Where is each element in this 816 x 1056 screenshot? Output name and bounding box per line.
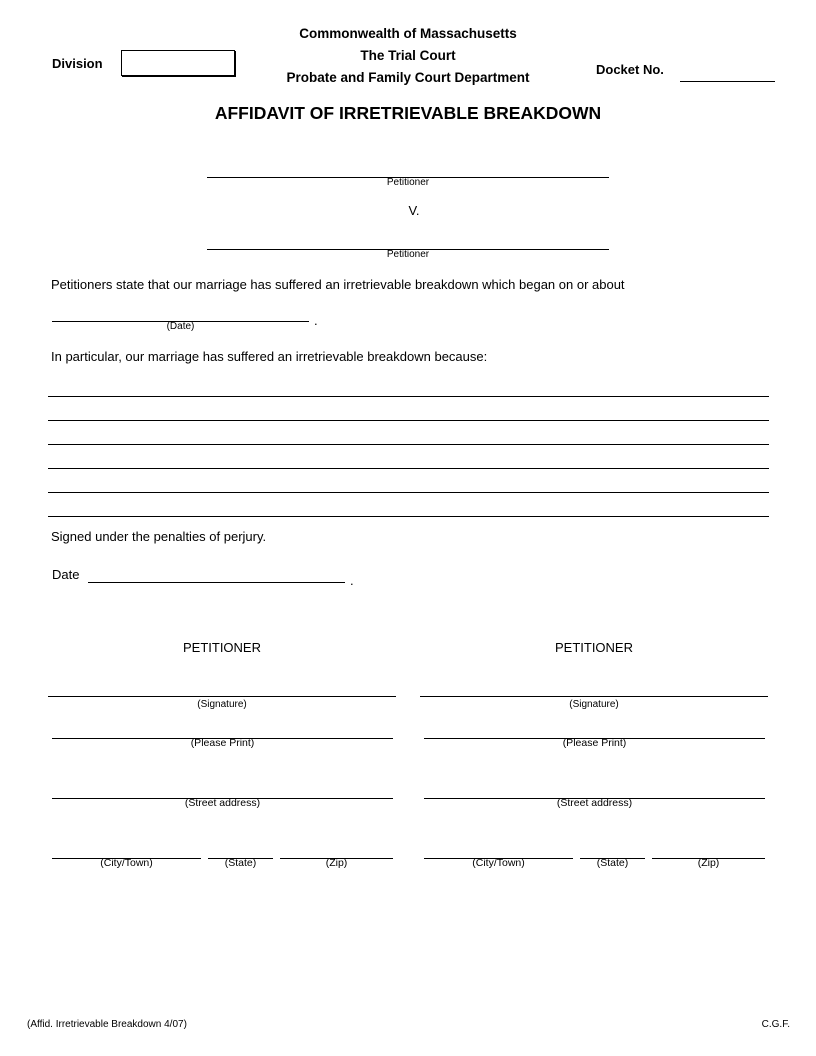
signing-date-line[interactable] [88, 582, 345, 583]
petitioner-2-signature-label: (Signature) [569, 699, 619, 710]
petitioner-1-signature-label: (Signature) [197, 699, 247, 710]
reason-line[interactable] [48, 420, 769, 421]
document-title: AFFIDAVIT OF IRRETRIEVABLE BREAKDOWN [214, 103, 602, 123]
reason-line[interactable] [48, 492, 769, 493]
court-department: Probate and Family Court Department [286, 70, 530, 85]
petitioner-2-zip-label: (Zip) [697, 857, 720, 869]
petitioner-2-street-label: (Street address) [556, 797, 633, 809]
petitioner-2-state-label: (State) [596, 857, 629, 869]
particular-text: In particular, our marriage has suffered an irretrievable breakdown because: [51, 349, 488, 364]
signing-date-label: Date [52, 567, 80, 582]
petitioner-1-city-label: (City/Town) [100, 857, 153, 869]
reason-line[interactable] [48, 444, 769, 445]
footer-form-id: (Affid. Irretrievable Breakdown 4/07) [27, 1019, 187, 1030]
petitioner-1-print-label: (Please Print) [190, 737, 255, 749]
reason-line[interactable] [48, 396, 769, 397]
court-trial: The Trial Court [360, 48, 456, 63]
reason-line[interactable] [48, 516, 769, 517]
petitioner-1-signature-line[interactable] [48, 696, 396, 697]
signing-date-period: . [350, 573, 354, 588]
statement-text: Petitioners state that our marriage has suffered an irretrievable breakdown which began on or about [51, 277, 625, 292]
petitioner-2-heading: PETITIONER [554, 640, 633, 655]
petitioner-1-label: Petitioner [386, 177, 430, 188]
docket-input[interactable] [680, 81, 775, 82]
petitioner-1-state-label: (State) [224, 857, 257, 869]
footer-initials: C.G.F. [761, 1019, 790, 1030]
reason-line[interactable] [48, 468, 769, 469]
petitioner-2-print-label: (Please Print) [562, 737, 627, 749]
versus-text: V. [408, 203, 420, 218]
perjury-text: Signed under the penalties of perjury. [51, 529, 267, 544]
docket-label: Docket No. [596, 62, 664, 77]
breakdown-date-label: (Date) [166, 321, 195, 332]
petitioner-1-zip-label: (Zip) [325, 857, 348, 869]
petitioner-2-signature-line[interactable] [420, 696, 768, 697]
division-label: Division [52, 56, 103, 71]
petitioner-1-heading: PETITIONER [182, 640, 261, 655]
petitioner-2-label: Petitioner [386, 249, 430, 260]
court-name: Commonwealth of Massachusetts [299, 26, 517, 41]
petitioner-1-street-label: (Street address) [184, 797, 261, 809]
division-input[interactable] [121, 50, 235, 76]
statement-period: . [314, 313, 318, 328]
petitioner-2-city-label: (City/Town) [472, 857, 525, 869]
